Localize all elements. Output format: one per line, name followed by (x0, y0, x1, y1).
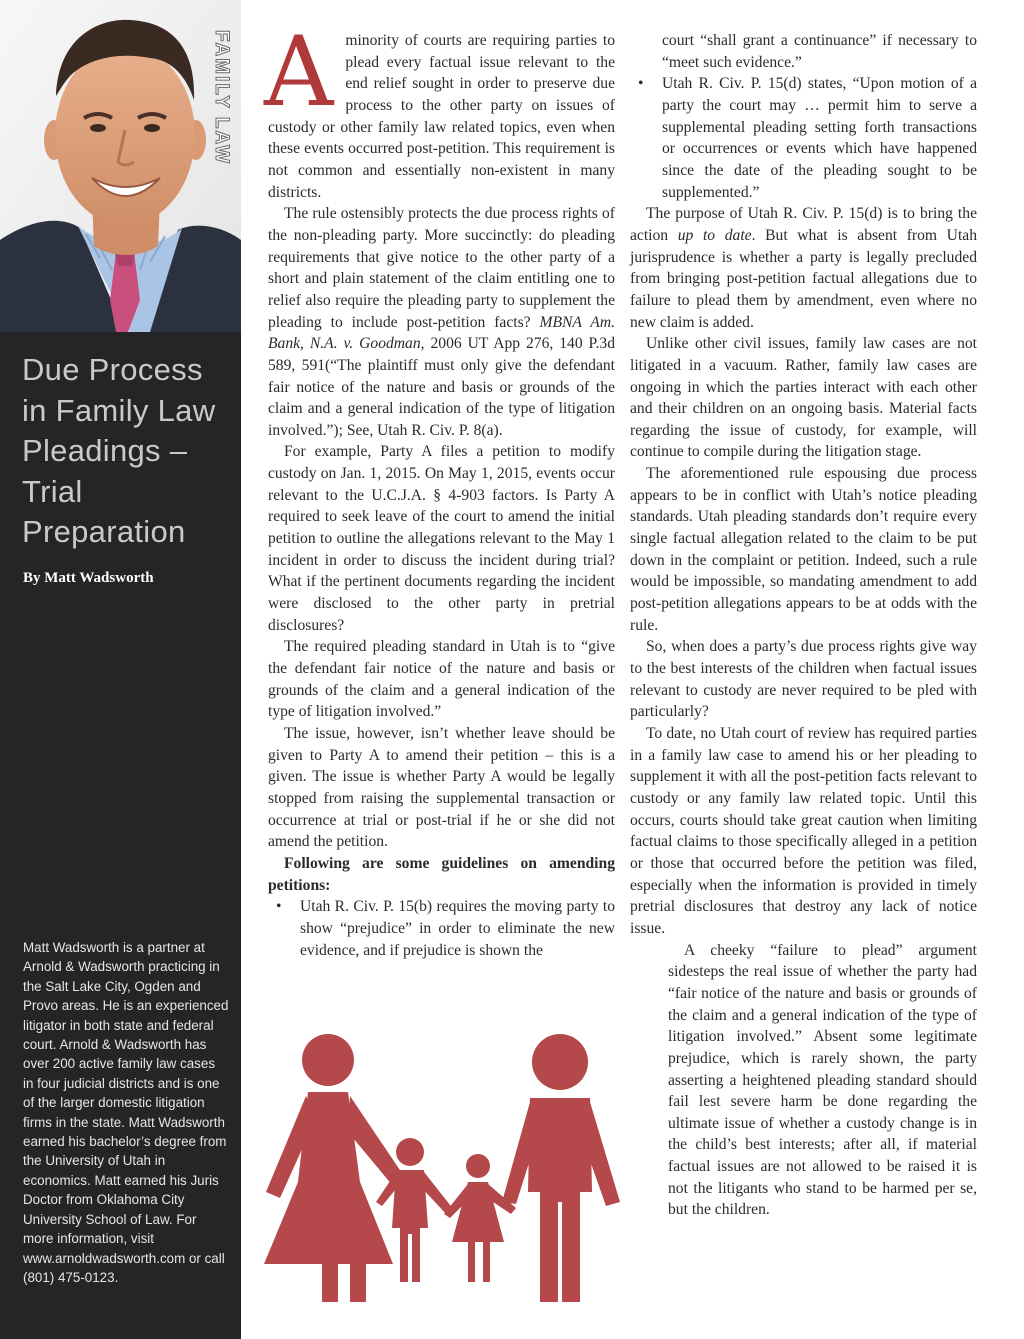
closing-block (630, 940, 977, 1222)
paragraph: Unlike other civil issues, family law cases are not litigated in a vacuum. Rather, family law cases are ongoing in which the parties interact with each other and their children on an ongoing basis. Material facts regarding the issue of custody, for example, will continue to compile during the litigation stage. (630, 335, 977, 461)
list-item: • Utah R. Civ. P. 15(b) requires the moving party to show “prejudice” in order to eliminate the new evidence, and if prejudice is shown the (268, 896, 615, 961)
guidelines-list-continued (630, 30, 977, 203)
closing-paragraph: A cheeky “failure to plead” argument sidesteps the real issue of whether the party had “fair notice of the nature and basis or grounds of the claim and a general indication of the type of litigation involved.” Absent some legitimate prejudice, which is rarely shown, the party asserting a heightened pleading standard should fail lest severe harm be done regarding the ultimate issue of whether a custody change is in the child’s best interests; after all, if material factual issues are not allowed to be raised it is not the litigants who stand to be harmed per se, but the children. (668, 941, 977, 1219)
list-item: • Utah R. Civ. P. 15(d) states, “Upon motion of a party the court may … permit him to serve a supplemental pleading setting forth transactions or occurrences or events which have happened since the date of the pleading sought to be supplemented.” (630, 73, 977, 203)
list-item-continued: court “shall grant a continuance” if necessary to “meet such evidence.” (662, 32, 977, 71)
section-tab (206, 30, 236, 180)
paragraph: So, when does a party’s due process rights give way to the best interests of the children when factual issues relevant to custody are never required to be pled with particularly? (630, 638, 977, 721)
guidelines-heading: Following are some guidelines on amending petitions: (268, 854, 615, 894)
article-column-1 (264, 16, 615, 961)
drop-cap: A (264, 16, 334, 128)
author-bio: Matt Wadsworth is a partner at Arnold & Wadsworth practicing in the Salt Lake City, Ogden and Provo areas. He is an experienced litigator in both state and federal court. Arnold & Wadsworth has over 200 active family law cases in four judicial districts and is one of the larger domestic litigation firms in the state. Matt Wadsworth earned his bachelor’s degree from the University of Utah in economics. Matt earned his Juris Doctor from Oklahoma City University School of Law. For more information, visit www.arnoldwadsworth.com or call (801) 475-0123. (23, 940, 229, 1285)
opening-paragraph: Aminority of courts are requiring parties to plead every factual issue relevant to the end relief sought in order to preserve due process to the other party on issues of custody or other family law related topics, even when these events occurred post-petition. This requirement is not common and essentially non-existent in many districts. (264, 16, 615, 201)
article-column-2 (630, 30, 977, 1221)
guidelines-list (268, 896, 615, 961)
author-photo (0, 0, 241, 332)
paragraph: The aforementioned rule espousing due process appears to be in conflict with Utah’s notice pleading standards. Utah pleading standards don’t require every single factual allegation related to the claim to be put down in the complaint or petition. Indeed, such a rule would be impossible, so mandating amendment to add post-petition allegations appears to be at odds with the rule. (630, 465, 977, 634)
article-title: Due Process in Family Law Pleadings – Trial Preparation (22, 352, 216, 549)
family-silhouette-icon (258, 1032, 633, 1302)
case-citation: MBNA Am. Bank, N.A. v. Goodman (268, 313, 615, 353)
paragraph: The rule ostensibly protects the due process rights of the non-pleading party. More succinctly: do pleading requirements that give notice to the other party of a short and plain statement of the claim entitling one to relief also require the pleading party to supplement the pleading to include post-petition facts? MBNA Am. Bank, N.A. v. Goodman, 2006 UT App 276, 140 P.3d 589, 591(“The plaintiff must only give the defendant fair notice of the nature and basis or grounds of the claim and a general indication of the type of litigation involved.”); See, Utah R. Civ. P. 8(a). (268, 205, 615, 439)
author-portrait-illustration (0, 0, 241, 332)
byline: By Matt Wadsworth (23, 570, 154, 586)
paragraph: To date, no Utah court of review has required parties in a family law case to amend his or her pleading to supplement it with all the post-petition facts relevant to custody or any family law related topic. Until this occurs, courts should take great caution when limiting factual claims to those specifically alleged in a petition or those that occurred before the petition was filed, especially when the information is provided in timely pretrial disclosures that destroy any lack of notice issue. (630, 725, 977, 937)
paragraph: The purpose of Utah R. Civ. P. 15(d) is to bring the action up to date. But what is absent from Utah jurisprudence is whether a party is legally precluded from bringing post-petition factual allegations due to failure to plead them by amendment, even where no new claim is added. (630, 205, 977, 331)
paragraph: The required pleading standard in Utah is to “give the defendant fair notice of the nature and basis or grounds of the claim and a general indication of the type of litigation involved.” (268, 638, 615, 721)
paragraph: For example, Party A files a petition to modify custody on Jan. 1, 2015. On May 1, 2015, events occur relevant to the U.C.J.A. § 4-903 factors. Is Party A required to seek leave of the court to amend the initial petition to outline the allegations relevant to the May 1 incident in order to discuss the incident during trial? What if the pertinent documents regarding the incident were disclosed to the other party in pretrial disclosures? (268, 443, 615, 634)
paragraph: The issue, however, isn’t whether leave should be given to Party A to amend their petition – this is a given. The issue is whether Party A would be legally stopped from raising the supplemental transaction or occurrence at trial or post-trial if he or she did not amend the petition. (268, 725, 615, 851)
section-tab-label: FAMILY LAW (211, 30, 232, 166)
author-sidebar (0, 0, 241, 1339)
